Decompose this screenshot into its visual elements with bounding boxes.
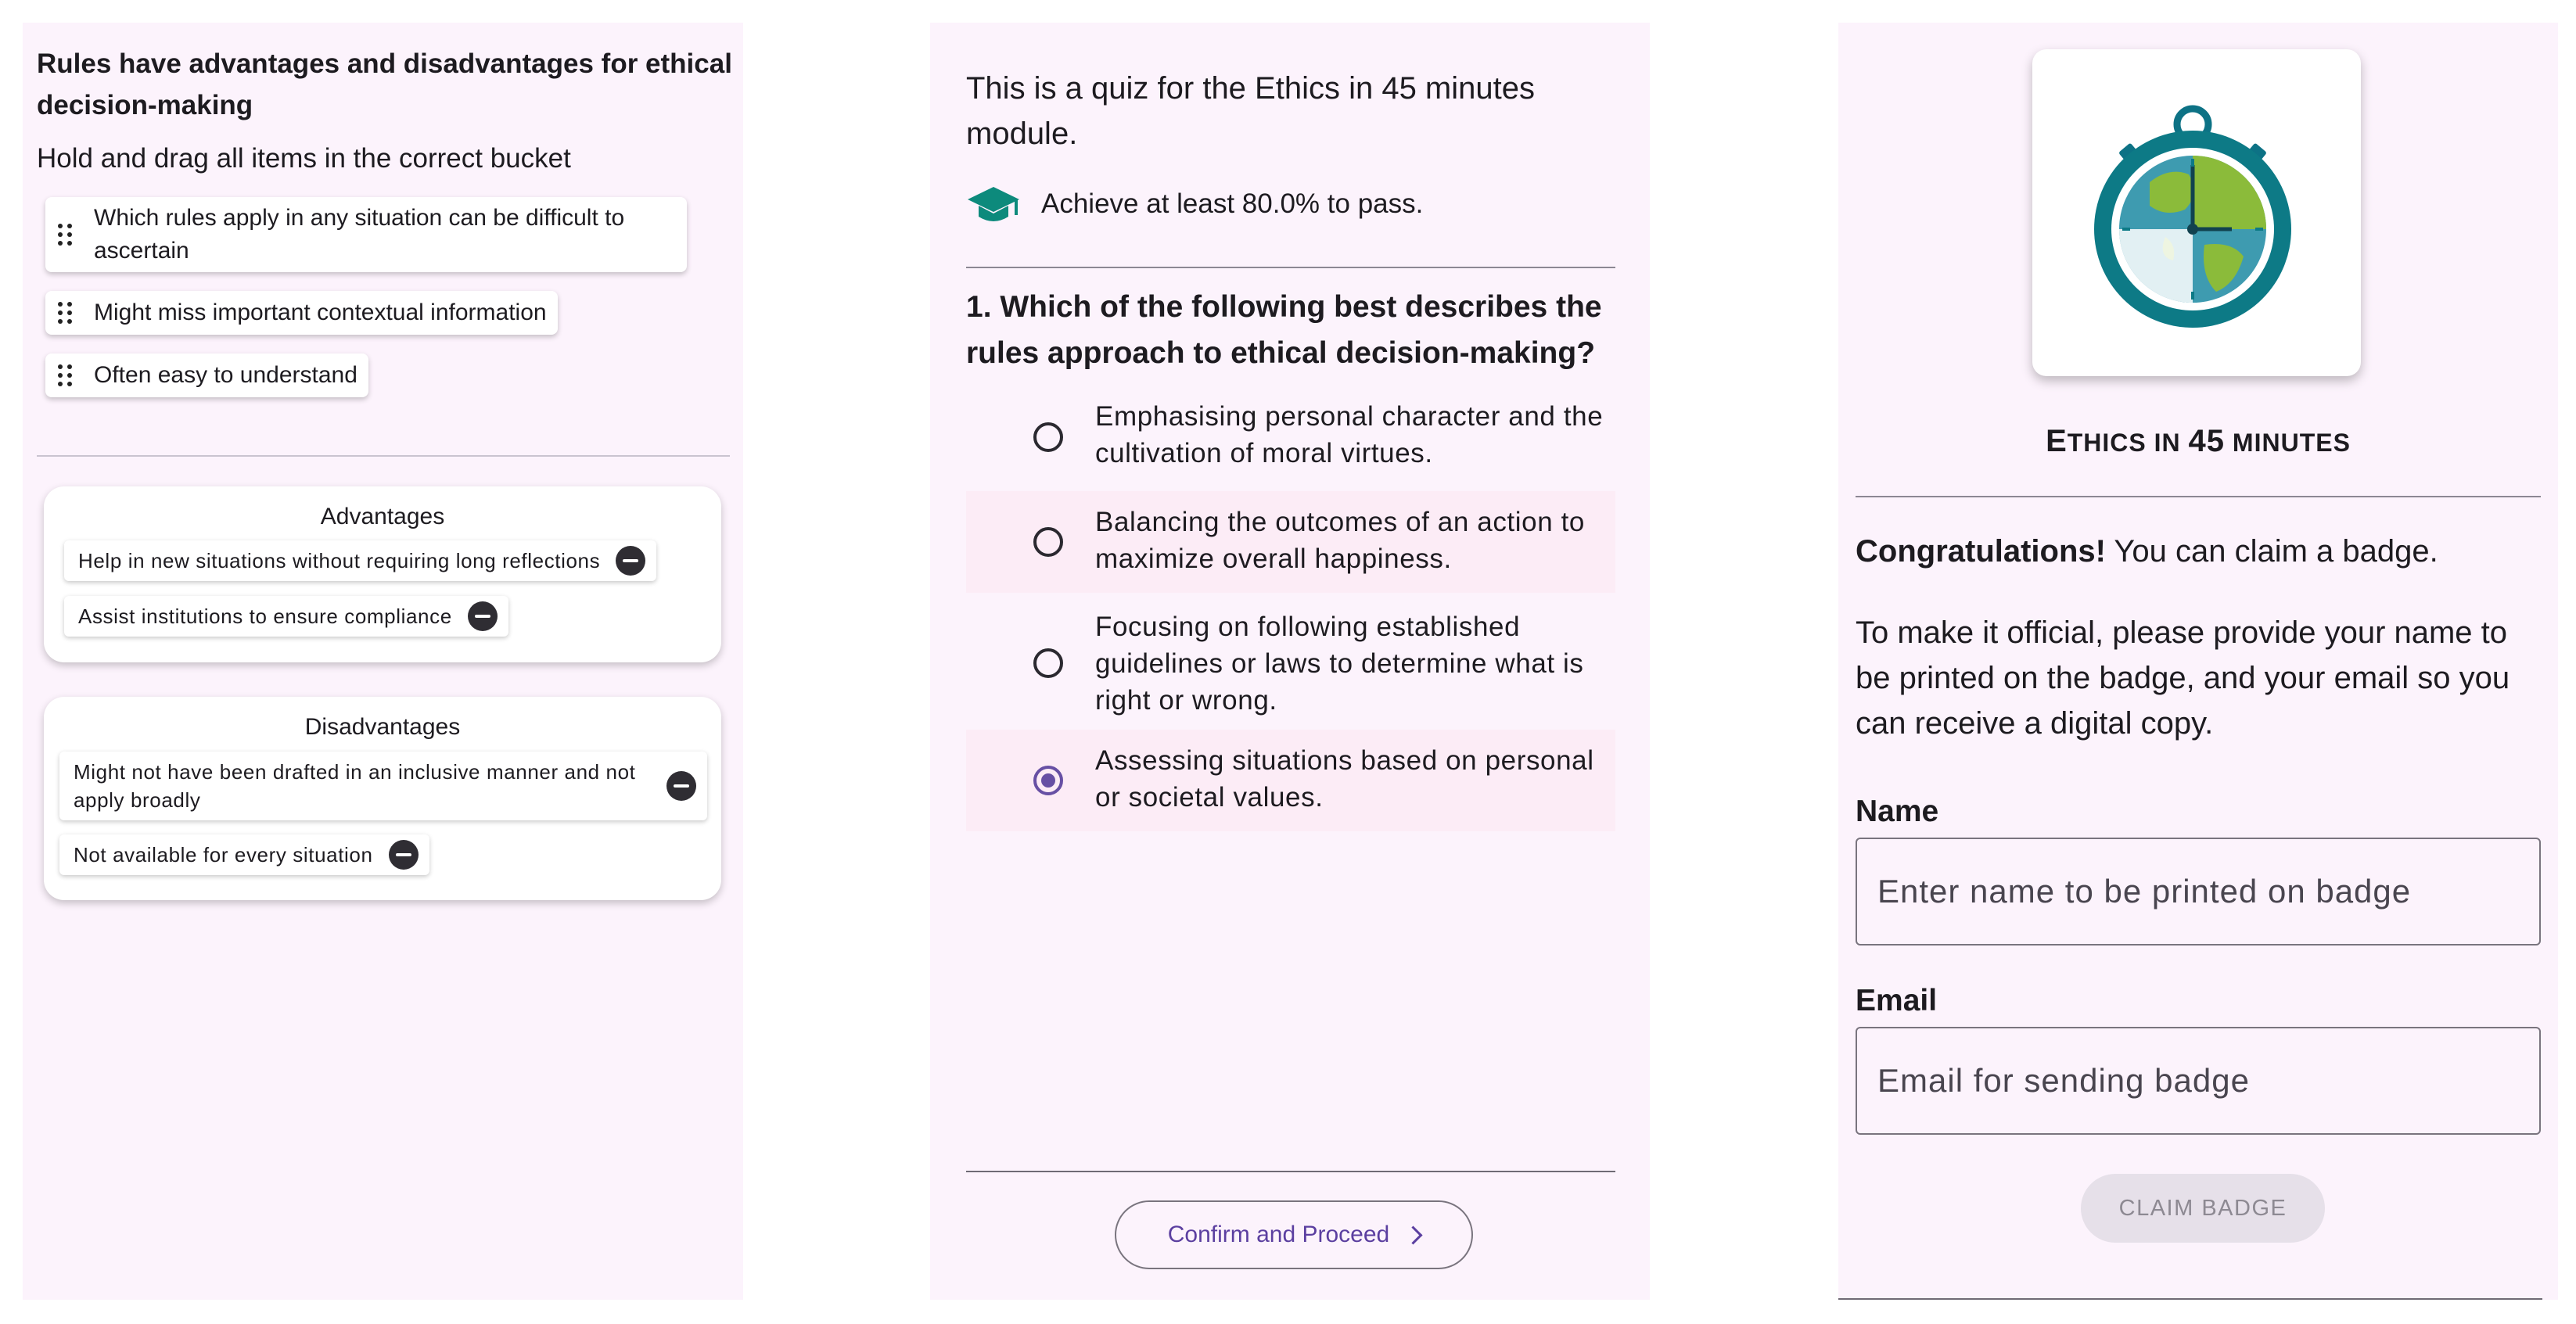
bucket-advantages[interactable] [44, 486, 721, 662]
answer-option-text: Focusing on following established guidelines or laws to determine what is right or wrong. [1095, 612, 1584, 716]
draggable-item-label: Might miss important contextual information [94, 300, 547, 325]
section-divider [1856, 496, 2541, 497]
remove-circle-icon[interactable] [666, 771, 696, 801]
quiz-intro: This is a quiz for the Ethics in 45 minutes module. [966, 71, 1535, 151]
answer-option[interactable] [966, 601, 1615, 726]
bucket-disadvantages[interactable] [44, 697, 721, 900]
claim-badge-button[interactable]: CLAIM BADGE [2081, 1174, 2325, 1243]
footer-divider [966, 1171, 1615, 1172]
congratulations-rest: You can claim a badge. [2105, 534, 2438, 569]
activity-instruction: Hold and drag all items in the correct bucket [37, 143, 571, 174]
remove-circle-icon[interactable] [389, 840, 419, 870]
answer-option[interactable] [966, 388, 1615, 482]
section-divider [966, 267, 1615, 268]
drag-handle-icon[interactable] [58, 302, 74, 324]
graduation-cap-icon [966, 184, 1021, 228]
draggable-item[interactable] [45, 353, 368, 397]
answer-option-text: Balancing the outcomes of an action to maximize overall happiness. [1095, 507, 1585, 574]
claim-instructions: To make it official, please provide your name to be printed on the badge, and your email so you can receive a digital copy. [1856, 615, 2510, 741]
pass-requirement: Achieve at least 80.0% to pass. [1041, 188, 1424, 219]
bucket-title: Advantages [320, 504, 445, 529]
badge-title-part: 45 [2188, 424, 2226, 458]
sorted-item [59, 752, 707, 820]
draggable-item-label: Which rules apply in any situation can be difficult to ascertain [94, 205, 625, 264]
badge-title-part: E [2046, 424, 2068, 458]
sorted-item-label: Help in new situations without requiring long reflections [78, 549, 601, 572]
drag-handle-icon[interactable] [58, 224, 74, 246]
name-field[interactable] [1856, 838, 2541, 945]
footer-divider [1838, 1298, 2542, 1300]
sorted-item-label: Assist institutions to ensure compliance [78, 605, 452, 628]
chevron-right-icon [1404, 1225, 1423, 1244]
answer-option-text: Emphasising personal character and the cultivation of moral virtues. [1095, 401, 1604, 468]
sorted-item [64, 596, 508, 637]
sorted-item-label: Might not have been drafted in an inclusive manner and not apply broadly [74, 760, 636, 812]
remove-circle-icon[interactable] [468, 601, 498, 631]
congratulations-message [1856, 534, 2544, 569]
section-divider [37, 455, 730, 457]
radio-button[interactable] [1033, 422, 1063, 452]
draggable-item-label: Often easy to understand [94, 362, 357, 388]
name-label: Name [1856, 795, 1939, 828]
badge-title-part: THICS IN [2067, 429, 2189, 457]
quiz-panel [930, 23, 1650, 1300]
remove-circle-icon[interactable] [616, 546, 645, 576]
draggable-item[interactable] [45, 197, 687, 272]
radio-button[interactable] [1033, 648, 1063, 678]
badge-claim-panel [1838, 23, 2558, 1300]
sorted-item-label: Not available for every situation [74, 843, 373, 867]
badge-title-part: MINUTES [2225, 429, 2351, 457]
confirm-button-label: Confirm and Proceed [1167, 1222, 1390, 1247]
drag-drop-panel [23, 23, 743, 1300]
drag-handle-icon[interactable] [58, 364, 74, 386]
activity-title: Rules have advantages and disadvantages for ethical decision-making [37, 48, 732, 120]
question-text: 1. Which of the following best describes the rules approach to ethical decision-making? [966, 290, 1602, 370]
draggable-item[interactable] [45, 291, 558, 335]
answer-option[interactable] [966, 730, 1615, 831]
confirm-and-proceed-button[interactable] [1115, 1200, 1473, 1269]
stopwatch-globe-icon [2032, 49, 2361, 376]
bucket-title: Disadvantages [304, 714, 461, 740]
email-label: Email [1856, 984, 1938, 1017]
sorted-item [59, 834, 429, 875]
email-field[interactable] [1856, 1027, 2541, 1135]
radio-button-selected[interactable] [1033, 766, 1063, 795]
badge-title [1838, 424, 2558, 459]
answer-option-text: Assessing situations based on personal or societal values. [1095, 745, 1594, 813]
answer-option[interactable] [966, 491, 1615, 593]
radio-button[interactable] [1033, 527, 1063, 557]
sorted-item [64, 540, 656, 581]
congratulations-bold: Congratulations! [1856, 534, 2106, 569]
badge-image [2032, 49, 2361, 376]
